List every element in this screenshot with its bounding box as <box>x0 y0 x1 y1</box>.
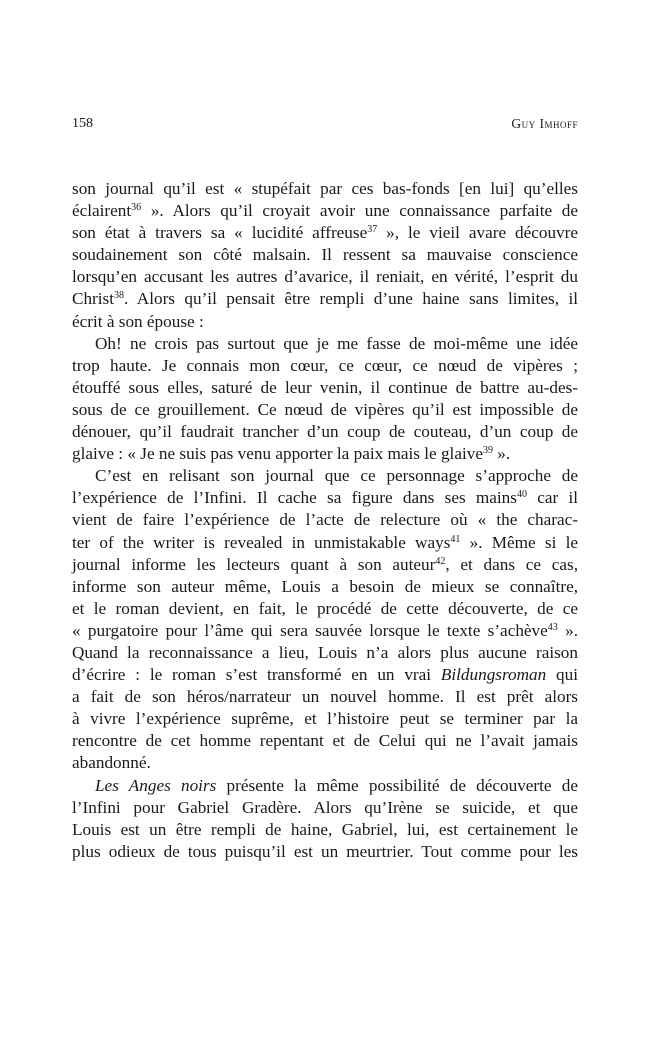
text-line <box>72 377 578 399</box>
text-segment: trop haute. Je connais mon cœur, ce cœur, ce nœud de vipères ; <box>72 355 578 375</box>
text-segment: ». <box>557 620 578 640</box>
footnote-ref: 40 <box>516 489 527 501</box>
text-segment: l’expérience de l’Infini. Il cache sa figure dans ses mains <box>72 488 517 508</box>
text-segment: Oh! ne crois pas surtout que je me fasse de moi-même une idée <box>95 333 578 353</box>
text-segment: sous de ce grouillement. Ce nœud de vipères qu’il est impossible de <box>72 399 578 419</box>
text-line <box>72 797 578 819</box>
text-line <box>72 664 578 686</box>
text-segment: soudainement son côté malsain. Il ressent sa mauvaise conscience <box>72 245 578 265</box>
text-segment: étouffé sous elles, saturé de leur venin, il continue de battre au-des- <box>72 377 578 397</box>
text-line <box>72 730 578 752</box>
text-line <box>72 532 578 554</box>
text-segment: Quand la reconnaissance a lieu, Louis n’a alors plus aucune raison <box>72 642 578 662</box>
text-line <box>72 819 578 841</box>
text-segment: Louis est un être rempli de haine, Gabriel, lui, est certainement le <box>72 819 578 839</box>
text-segment: ». Même si le <box>460 532 579 552</box>
text-line <box>72 620 578 642</box>
text-segment: dénouer, qu’il faudrait trancher d’un coup de couteau, d’un coup de <box>72 422 578 442</box>
text-line <box>72 421 578 443</box>
text-segment: et le roman devient, en fait, le procédé de cette découverte, de ce <box>72 598 578 618</box>
text-segment: présente la même possibilité de découverte de <box>216 775 578 795</box>
text-segment: à vivre l’expérience suprême, et l’histoire peut se terminer par la <box>72 709 578 729</box>
text-segment: journal informe les lecteurs quant à son auteur <box>72 554 436 574</box>
text-line <box>72 487 578 509</box>
text-segment: qui <box>546 665 578 685</box>
text-segment: son journal qu’il est « stupéfait par ces bas-fonds [en lui] qu’elles <box>72 179 578 198</box>
page-number: 158 <box>72 116 93 131</box>
text-segment: l’Infini pour Gabriel Gradère. Alors qu’Irène se suicide, et que <box>72 797 578 817</box>
text-segment: , et dans ce cas, <box>445 554 578 574</box>
text-segment: ». Alors qu’il croyait avoir une connaissance parfaite de <box>141 201 578 221</box>
text-line <box>72 178 578 200</box>
text-segment: ter of the writer is revealed in unmistakable ways <box>72 532 451 552</box>
text-segment: plus odieux de tous puisqu’il est un meurtrier. Tout comme pour les <box>72 841 578 861</box>
italic-title: Les Anges noirs <box>95 775 217 795</box>
text-segment: écrit à son épouse : <box>72 311 204 331</box>
text-line <box>72 642 578 664</box>
text-segment: informe son auteur même, Louis a besoin de mieux se connaître, <box>72 576 578 596</box>
text-line <box>72 244 578 266</box>
text-line <box>72 266 578 288</box>
text-line <box>72 708 578 730</box>
text-line <box>72 509 578 531</box>
text-segment: abandonné. <box>72 753 151 773</box>
italic-title: Bildungsroman <box>440 665 547 685</box>
text-line <box>72 311 578 333</box>
text-segment: vient de faire l’expérience de l’acte de relecture où « the charac- <box>72 510 578 530</box>
text-line <box>72 200 578 222</box>
text-segment: car il <box>526 488 578 508</box>
text-line <box>72 465 578 487</box>
text-line <box>72 775 578 797</box>
footnote-ref: 37 <box>367 224 378 236</box>
text-segment: glaive : « Je ne suis pas venu apporter la paix mais le glaive <box>72 444 483 464</box>
text-segment: éclairent <box>72 201 132 221</box>
text-line <box>72 355 578 377</box>
text-segment: . Alors qu’il pensait être rempli d’une haine sans limites, il <box>124 289 578 309</box>
page-header <box>72 116 578 136</box>
text-segment: lorsqu’en accusant les autres d’avarice, il reniait, en vérité, l’esprit du <box>72 267 578 287</box>
footnote-ref: 36 <box>131 202 142 214</box>
text-line <box>72 222 578 244</box>
text-line <box>72 399 578 421</box>
text-line <box>72 288 578 310</box>
footnote-ref: 42 <box>435 555 446 567</box>
text-line <box>72 841 578 863</box>
text-line <box>72 576 578 598</box>
text-line <box>72 752 578 774</box>
text-segment: », le vieil avare découvre <box>377 223 579 243</box>
text-segment: C’est en relisant son journal que ce personnage s’approche de <box>95 466 578 486</box>
text-segment: son état à travers sa « lucidité affreuse <box>72 223 368 243</box>
text-line <box>72 554 578 576</box>
text-segment: Christ <box>72 289 115 309</box>
text-segment: a fait de son héros/narrateur un nouvel homme. Il est prêt alors <box>72 687 578 707</box>
text-segment: ». <box>492 444 511 464</box>
footnote-ref: 43 <box>547 621 558 633</box>
body-text <box>72 178 578 863</box>
running-head-author: Guy Imhoff <box>511 116 578 131</box>
footnote-ref: 38 <box>114 290 125 302</box>
text-segment: rencontre de cet homme repentant et de Celui qui ne l’avait jamais <box>72 731 578 751</box>
footnote-ref: 41 <box>450 533 461 545</box>
text-line <box>72 686 578 708</box>
text-segment: d’écrire : le roman s’est transformé en un vrai <box>72 665 441 685</box>
text-line <box>72 598 578 620</box>
text-segment: « purgatoire pour l’âme qui sera sauvée lorsque le texte s’achève <box>72 620 548 640</box>
footnote-ref: 39 <box>482 445 493 457</box>
text-line <box>72 333 578 355</box>
text-line <box>72 443 578 465</box>
